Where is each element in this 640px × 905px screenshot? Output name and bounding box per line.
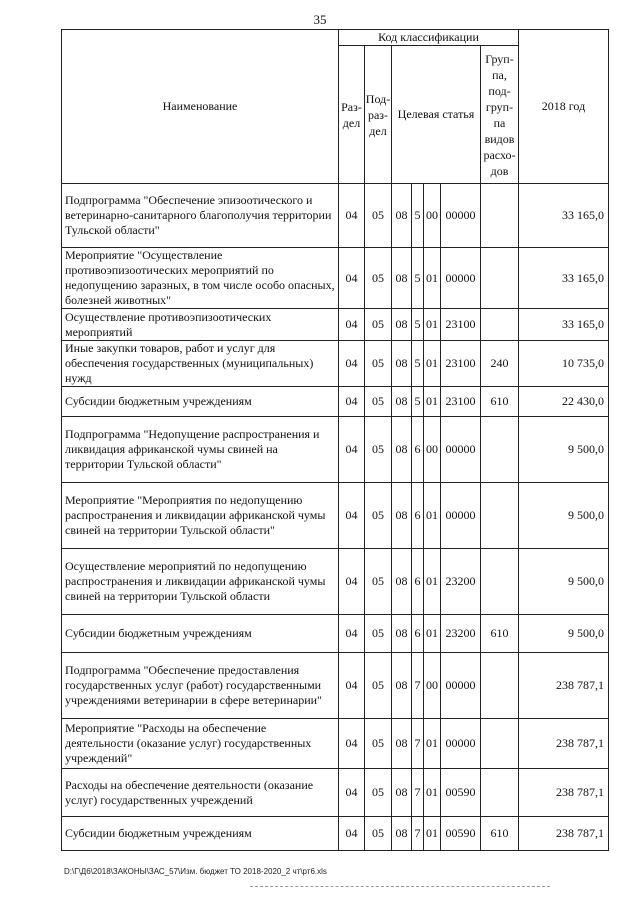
row-target-event: 01	[424, 248, 441, 309]
table-row	[62, 417, 609, 483]
row-target-program: 08	[392, 769, 412, 817]
row-target-direction: 00000	[441, 653, 481, 719]
row-target-direction: 23200	[441, 549, 481, 615]
row-target-event: 01	[424, 549, 441, 615]
row-target-subprogram: 6	[412, 483, 424, 549]
row-razdel: 04	[339, 309, 365, 341]
row-name: Подпрограмма "Обеспечение предоставления государственных услуг (работ) государственными учреждениями ветеринарии в сфере ветеринарии"	[62, 653, 339, 719]
row-target-program: 08	[392, 309, 412, 341]
row-target-event: 01	[424, 769, 441, 817]
row-name: Осуществление противоэпизоотических мероприятий	[62, 309, 339, 341]
row-expense-group	[481, 719, 519, 769]
row-target-direction: 23200	[441, 615, 481, 653]
row-expense-group: 610	[481, 387, 519, 417]
page-number: 35	[313, 12, 327, 27]
header-row-1	[62, 30, 609, 46]
row-name: Иные закупки товаров, работ и услуг для обеспечения государственных (муниципальных) нужд	[62, 341, 339, 387]
row-razdel: 04	[339, 387, 365, 417]
row-razdel: 04	[339, 341, 365, 387]
row-razdel: 04	[339, 817, 365, 851]
header-podrazdel: Под-раз-дел	[365, 46, 392, 184]
row-target-direction: 00590	[441, 769, 481, 817]
row-amount: 33 165,0	[519, 248, 609, 309]
row-amount: 33 165,0	[519, 184, 609, 248]
row-target-program: 08	[392, 719, 412, 769]
row-podrazdel: 05	[365, 549, 392, 615]
row-podrazdel: 05	[365, 483, 392, 549]
row-target-program: 08	[392, 248, 412, 309]
row-expense-group	[481, 483, 519, 549]
footer-divider	[250, 886, 550, 887]
row-target-program: 08	[392, 615, 412, 653]
row-target-subprogram: 7	[412, 653, 424, 719]
row-target-subprogram: 5	[412, 184, 424, 248]
row-expense-group	[481, 309, 519, 341]
row-target-event: 00	[424, 653, 441, 719]
row-razdel: 04	[339, 417, 365, 483]
table-row	[62, 341, 609, 387]
row-razdel: 04	[339, 248, 365, 309]
row-name: Субсидии бюджетным учреждениям	[62, 817, 339, 851]
row-name: Субсидии бюджетным учреждениям	[62, 387, 339, 417]
row-podrazdel: 05	[365, 769, 392, 817]
row-target-subprogram: 5	[412, 309, 424, 341]
row-target-direction: 00000	[441, 483, 481, 549]
row-amount: 9 500,0	[519, 417, 609, 483]
row-target-direction: 00000	[441, 248, 481, 309]
row-target-program: 08	[392, 653, 412, 719]
row-name: Мероприятие "Мероприятия по недопущению распространения и ликвидации африканской чумы свиней на территории Тульской области"	[62, 483, 339, 549]
row-expense-group	[481, 549, 519, 615]
table-row	[62, 483, 609, 549]
header-razdel: Раз-дел	[339, 46, 365, 184]
row-expense-group: 610	[481, 817, 519, 851]
row-expense-group: 610	[481, 615, 519, 653]
table-row	[62, 817, 609, 851]
header-code: Код классификации	[339, 30, 519, 46]
row-podrazdel: 05	[365, 387, 392, 417]
row-target-subprogram: 5	[412, 387, 424, 417]
row-target-program: 08	[392, 817, 412, 851]
row-target-program: 08	[392, 184, 412, 248]
table-row	[62, 549, 609, 615]
table-row	[62, 653, 609, 719]
row-podrazdel: 05	[365, 309, 392, 341]
row-target-program: 08	[392, 387, 412, 417]
table-row	[62, 719, 609, 769]
table-row	[62, 309, 609, 341]
row-amount: 33 165,0	[519, 309, 609, 341]
row-target-program: 08	[392, 483, 412, 549]
row-target-direction: 00000	[441, 184, 481, 248]
row-target-event: 01	[424, 817, 441, 851]
row-name: Мероприятие "Осуществление противоэпизоотических мероприятий по недопущению заразных, в том числе особо опасных, болезней животных"	[62, 248, 339, 309]
row-expense-group	[481, 417, 519, 483]
budget-table	[61, 29, 609, 851]
row-expense-group	[481, 769, 519, 817]
row-razdel: 04	[339, 653, 365, 719]
table-row	[62, 248, 609, 309]
row-target-direction: 23100	[441, 387, 481, 417]
header-group: Груп-па, под-груп-па видов расхо-дов	[481, 46, 519, 184]
row-target-program: 08	[392, 549, 412, 615]
row-podrazdel: 05	[365, 341, 392, 387]
row-amount: 238 787,1	[519, 769, 609, 817]
row-podrazdel: 05	[365, 653, 392, 719]
row-name: Расходы на обеспечение деятельности (оказание услуг) государственных учреждений	[62, 769, 339, 817]
row-target-program: 08	[392, 417, 412, 483]
row-expense-group	[481, 184, 519, 248]
row-target-direction: 23100	[441, 341, 481, 387]
row-amount: 238 787,1	[519, 719, 609, 769]
row-target-direction: 00590	[441, 817, 481, 851]
row-target-event: 01	[424, 341, 441, 387]
row-target-event: 00	[424, 417, 441, 483]
row-target-subprogram: 7	[412, 817, 424, 851]
file-path-footer: D:\Г\Д6\2018\ЗАКОНЫ\ЗАС_57\Изм. бюджет ТО 2018-2020_2 чт\рт6.xls	[64, 867, 327, 876]
row-target-direction: 00000	[441, 417, 481, 483]
row-name: Осуществление мероприятий по недопущению распространения и ликвидации африканской чумы свиней на территории Тульской области	[62, 549, 339, 615]
row-name: Мероприятие "Расходы на обеспечение деятельности (оказание услуг) государственных учреждений"	[62, 719, 339, 769]
row-razdel: 04	[339, 615, 365, 653]
row-target-direction: 23100	[441, 309, 481, 341]
row-expense-group: 240	[481, 341, 519, 387]
row-target-subprogram: 6	[412, 417, 424, 483]
row-target-subprogram: 6	[412, 549, 424, 615]
row-name: Подпрограмма "Недопущение распространения и ликвидация африканской чумы свиней на территории Тульской области"	[62, 417, 339, 483]
header-target: Целевая статья	[392, 46, 481, 184]
row-target-event: 01	[424, 387, 441, 417]
row-expense-group	[481, 653, 519, 719]
row-amount: 9 500,0	[519, 615, 609, 653]
table-row	[62, 769, 609, 817]
row-razdel: 04	[339, 483, 365, 549]
row-target-event: 01	[424, 483, 441, 549]
row-target-subprogram: 5	[412, 248, 424, 309]
row-target-event: 01	[424, 309, 441, 341]
row-amount: 9 500,0	[519, 549, 609, 615]
row-target-subprogram: 7	[412, 769, 424, 817]
row-razdel: 04	[339, 769, 365, 817]
row-amount: 238 787,1	[519, 817, 609, 851]
row-amount: 22 430,0	[519, 387, 609, 417]
row-target-subprogram: 5	[412, 341, 424, 387]
row-target-subprogram: 7	[412, 719, 424, 769]
row-target-direction: 00000	[441, 719, 481, 769]
row-podrazdel: 05	[365, 417, 392, 483]
row-target-subprogram: 6	[412, 615, 424, 653]
row-amount: 9 500,0	[519, 483, 609, 549]
row-podrazdel: 05	[365, 615, 392, 653]
row-expense-group	[481, 248, 519, 309]
row-amount: 238 787,1	[519, 653, 609, 719]
row-amount: 10 735,0	[519, 341, 609, 387]
table-row	[62, 184, 609, 248]
header-name: Наименование	[62, 30, 339, 184]
row-podrazdel: 05	[365, 817, 392, 851]
row-target-event: 00	[424, 184, 441, 248]
row-podrazdel: 05	[365, 184, 392, 248]
row-name: Подпрограмма "Обеспечение эпизоотического и ветеринарно-санитарного благополучия территории Тульской области"	[62, 184, 339, 248]
table-row	[62, 615, 609, 653]
row-razdel: 04	[339, 719, 365, 769]
row-target-program: 08	[392, 341, 412, 387]
table-row	[62, 387, 609, 417]
row-razdel: 04	[339, 549, 365, 615]
row-podrazdel: 05	[365, 248, 392, 309]
header-year: 2018 год	[519, 30, 609, 184]
row-razdel: 04	[339, 184, 365, 248]
row-target-event: 01	[424, 615, 441, 653]
row-name: Субсидии бюджетным учреждениям	[62, 615, 339, 653]
row-target-event: 01	[424, 719, 441, 769]
row-podrazdel: 05	[365, 719, 392, 769]
